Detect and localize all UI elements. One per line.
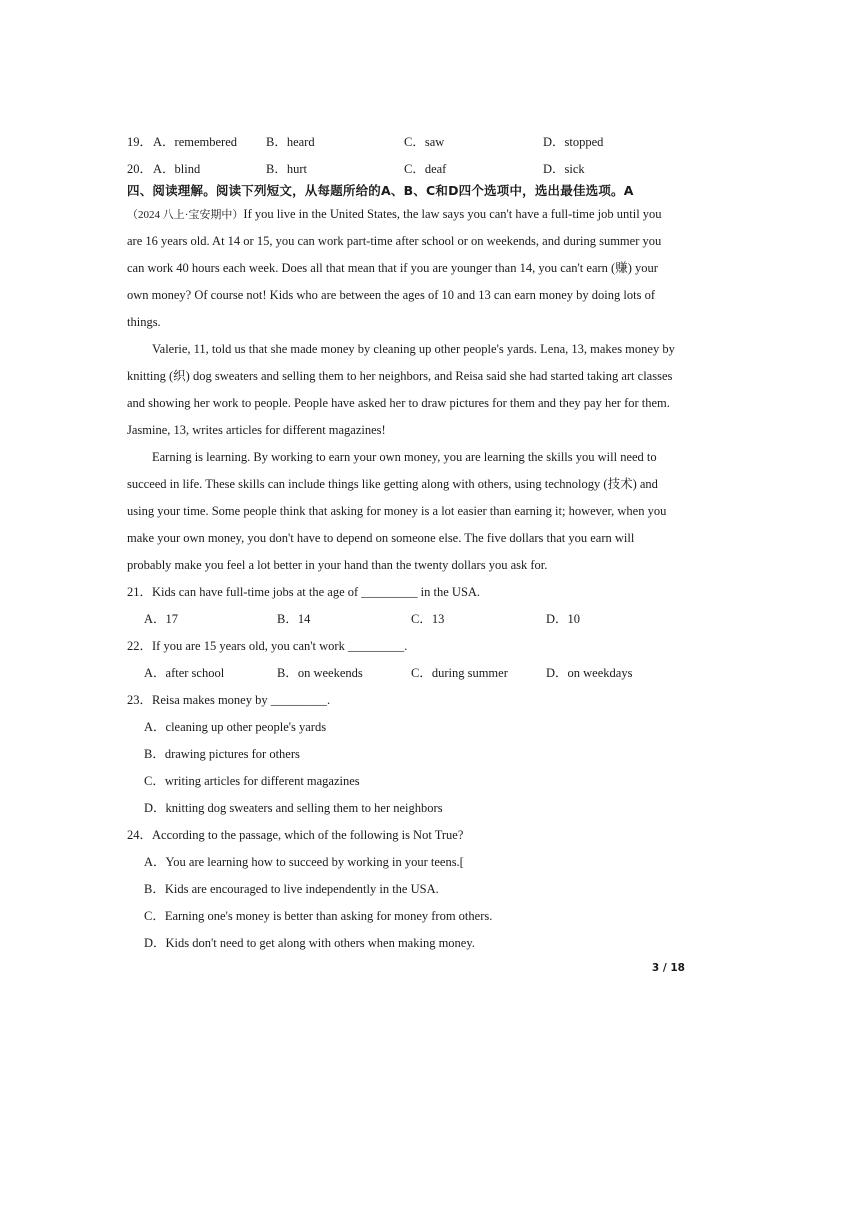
q24-option-a: A．You are learning how to succeed by working in your teens.[: [144, 855, 464, 869]
page-number: 3 / 18: [651, 962, 685, 974]
q21-option-d: D．10: [546, 612, 581, 626]
q19-option-c: C．saw: [404, 135, 445, 149]
passage-line: [127, 206, 662, 223]
passage-line: own money? Of course not! Kids who are between the ages of 10 and 13 can earn money by doing lots of: [127, 288, 655, 302]
q24-stem: 24．According to the passage, which of the following is Not True?: [127, 828, 464, 842]
passage-line: Jasmine, 13, writes articles for different magazines!: [127, 423, 386, 437]
passage-line: are 16 years old. At 14 or 15, you can work part-time after school or on weekends, and during summer you: [127, 234, 662, 248]
q22-stem: 22．If you are 15 years old, you can't work _________.: [127, 639, 408, 653]
passage-line: Valerie, 11, told us that she made money by cleaning up other people's yards. Lena, 13, makes money by: [152, 342, 675, 356]
q22-option-a: A．after school: [144, 666, 225, 680]
passage-line: make your own money, you don't have to depend on someone else. The five dollars that you earn will: [127, 531, 635, 545]
q21-option-a: A．17: [144, 612, 179, 626]
q23-stem: 23．Reisa makes money by _________.: [127, 693, 331, 707]
q20-number: 20．: [127, 162, 153, 176]
q24-option-c: C．Earning one's money is better than asking for money from others.: [144, 909, 493, 923]
q20-option-b: B．hurt: [266, 162, 307, 176]
passage-line: using your time. Some people think that asking for money is a lot easier than earning it; however, when you: [127, 504, 667, 518]
passage-line: Earning is learning. By working to earn your own money, you are learning the skills you will need to: [152, 450, 657, 464]
q23-option-c: C．writing articles for different magazines: [144, 774, 360, 788]
passage-line: probably make you feel a lot better in your hand than the twenty dollars you ask for.: [127, 558, 548, 572]
q21-option-c: C．13: [411, 612, 445, 626]
passage-line: and showing her work to people. People have asked her to draw pictures for them and they pay her for them.: [127, 396, 670, 410]
q20-option-d: D．sick: [543, 162, 585, 176]
q19-option-d: D．stopped: [543, 135, 604, 149]
passage-source: （2024 八上·宝安期中）: [127, 209, 244, 221]
q19-option-b: B．heard: [266, 135, 315, 149]
passage-line: can work 40 hours each week. Does all that mean that if you are younger than 14, you can't earn (赚) your: [127, 261, 658, 275]
passage-line: knitting (织) dog sweaters and selling them to her neighbors, and Reisa said she had started taking art classes: [127, 369, 673, 383]
q23-option-a: A．cleaning up other people's yards: [144, 720, 327, 734]
q19-number: 19．: [127, 135, 153, 149]
q22-option-d: D．on weekdays: [546, 666, 633, 680]
q19-option-a: A．remembered: [153, 135, 237, 149]
q21-stem: 21．Kids can have full-time jobs at the age of _________ in the USA.: [127, 585, 481, 599]
passage-line: succeed in life. These skills can include things like getting along with others, using technology (技术) and: [127, 477, 658, 491]
q23-option-b: B．drawing pictures for others: [144, 747, 300, 761]
q24-option-d: D．Kids don't need to get along with others when making money.: [144, 936, 475, 950]
q22-option-c: C．during summer: [411, 666, 508, 680]
q24-option-b: B．Kids are encouraged to live independently in the USA.: [144, 882, 439, 896]
q20-option-a: A．blind: [153, 162, 201, 176]
q23-option-d: D．knitting dog sweaters and selling them to her neighbors: [144, 801, 443, 815]
passage-text: If you live in the United States, the law says you can't have a full-time job until you: [243, 207, 662, 221]
q21-option-b: B．14: [277, 612, 311, 626]
q22-option-b: B．on weekends: [277, 666, 363, 680]
passage-line: things.: [127, 315, 161, 329]
section-heading: 四、阅读理解。阅读下列短文，从每题所给的A、B、C和D四个选项中，选出最佳选项。A: [127, 183, 634, 198]
q20-option-c: C．deaf: [404, 162, 447, 176]
